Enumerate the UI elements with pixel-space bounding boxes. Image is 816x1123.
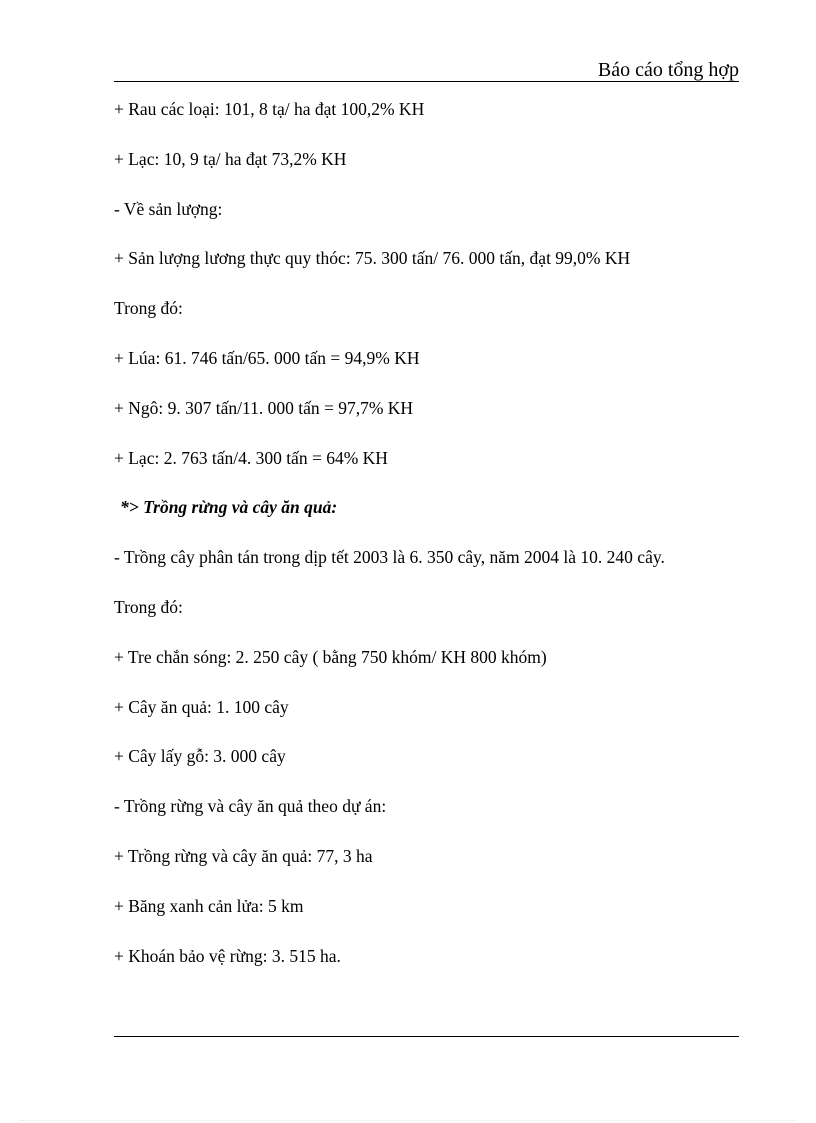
page-header-title: Báo cáo tổng hợp [597,59,739,81]
body-line: - Về sản lượng: [114,198,223,219]
body-line: - Trồng rừng và cây ăn quả theo dự án: [114,796,387,817]
body-line: + Tre chắn sóng: 2. 250 cây ( bằng 750 khóm/ KH 800 khóm) [114,646,547,667]
body-line: + Khoán bảo vệ rừng: 3. 515 ha. [114,945,341,966]
body-line: + Cây ăn quả: 1. 100 cây [114,696,289,717]
body-line: + Sản lượng lương thực quy thóc: 75. 300 tấn/ 76. 000 tấn, đạt 99,0% KH [114,248,631,269]
body-line: + Cây lấy gỗ: 3. 000 cây [114,746,286,767]
document-body [114,97,754,993]
body-line: + Lúa: 61. 746 tấn/65. 000 tấn = 94,9% KH [114,347,420,368]
section-heading: *> Trồng rừng và cây ăn quả: [120,497,338,518]
footer-rule [114,1036,739,1037]
page-edge-divider [20,1120,796,1121]
header-rule [114,81,739,82]
body-line: + Ngô: 9. 307 tấn/11. 000 tấn = 97,7% KH [114,397,414,418]
body-line: + Lạc: 10, 9 tạ/ ha đạt 73,2% KH [114,148,347,169]
body-line: + Băng xanh cản lửa: 5 km [114,895,304,916]
body-line: Trong đó: [114,596,183,617]
body-line: - Trồng cây phân tán trong dịp tết 2003 là 6. 350 cây, năm 2004 là 10. 240 cây. [114,547,665,568]
body-line: + Trồng rừng và cây ăn quả: 77, 3 ha [114,845,373,866]
body-line: + Lạc: 2. 763 tấn/4. 300 tấn = 64% KH [114,447,388,468]
body-line: Trong đó: [114,298,183,319]
body-line: + Rau các loại: 101, 8 tạ/ ha đạt 100,2% KH [114,99,425,119]
